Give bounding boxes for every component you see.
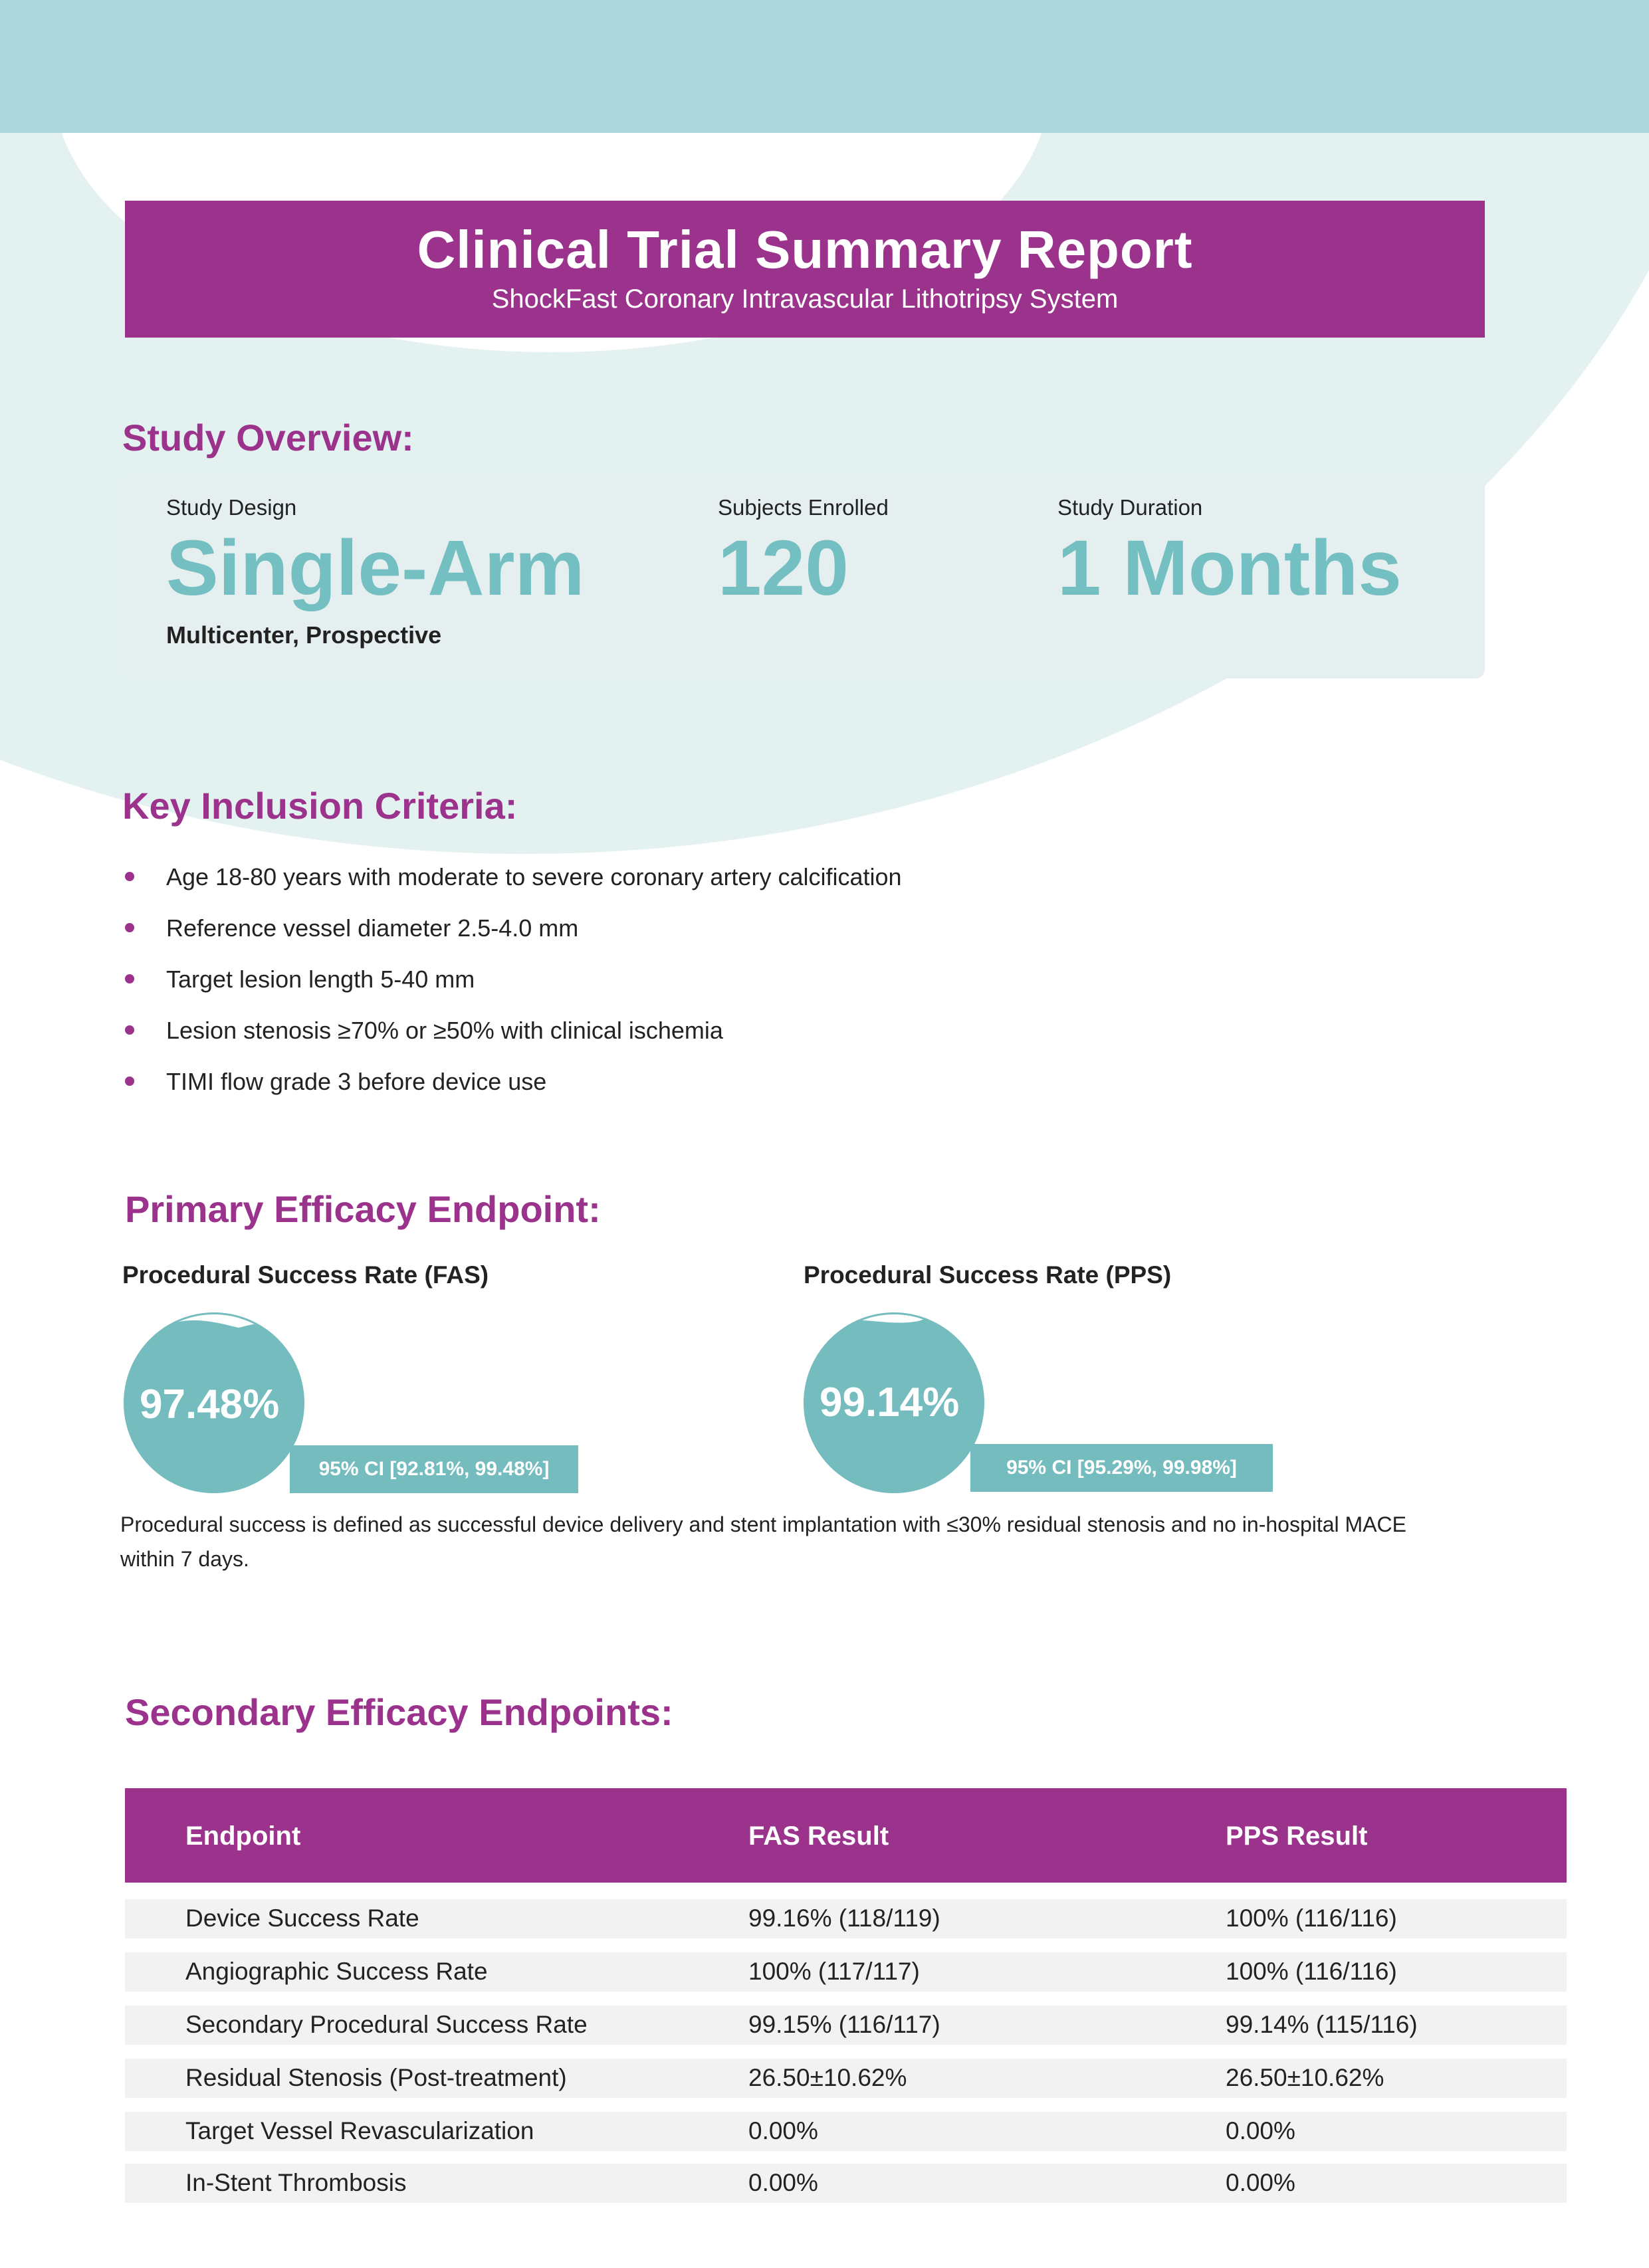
bullet-icon [125,872,134,881]
criteria-text: TIMI flow grade 3 before device use [166,1068,547,1095]
subjects-enrolled-value: 120 [718,524,849,612]
bullet-icon [125,923,134,932]
pps-cell: 0.00% [1226,2169,1295,2196]
pps-value: 99.14% [820,1380,960,1425]
column-header-endpoint: Endpoint [185,1821,301,1851]
pps-cell: 100% (116/116) [1226,1958,1397,1985]
report-subtitle: ShockFast Coronary Intravascular Lithotripsy System [491,284,1119,314]
fas-cell: 99.16% (118/119) [748,1905,940,1932]
column-header-pps: PPS Result [1226,1821,1368,1851]
study-design-value: Single-Arm [166,524,585,612]
study-duration-block [1057,495,1402,612]
inclusion-list [125,857,902,1113]
report-title: Clinical Trial Summary Report [417,220,1193,279]
pps-cell: 100% (116/116) [1226,1905,1397,1932]
table-row [125,2006,1567,2045]
title-banner [125,201,1485,338]
fas-cell: 26.50±10.62% [748,2064,907,2091]
endpoint-cell: In-Stent Thrombosis [185,2169,407,2196]
fas-ci: 95% CI [92.81%, 99.48%] [290,1445,578,1493]
primary-footnote: Procedural success is defined as successful device delivery and stent implantation with ≤30% residual stenosis and no in-hospital MACE within 7 days. [120,1512,1406,1571]
study-design-block [166,495,584,649]
bullet-icon [125,974,134,983]
overview-heading: Study Overview: [122,417,414,459]
criteria-text: Age 18-80 years with moderate to severe coronary artery calcification [166,863,902,890]
fas-value: 97.48% [140,1382,280,1427]
criteria-text: Target lesion length 5-40 mm [166,966,475,993]
fas-cell: 100% (117/117) [748,1958,920,1985]
secondary-heading: Secondary Efficacy Endpoints: [125,1691,673,1733]
fas-cell: 0.00% [748,2169,818,2196]
endpoint-cell: Device Success Rate [185,1905,419,1932]
endpoint-cell: Angiographic Success Rate [185,1958,488,1985]
pps-cell: 99.14% (115/116) [1226,2011,1418,2038]
fas-cell: 99.15% (116/117) [748,2011,940,2038]
endpoint-cell: Secondary Procedural Success Rate [185,2011,588,2038]
endpoint-cell: Target Vessel Revascularization [185,2117,534,2144]
fas-gauge-fill-wave [124,1312,304,1348]
bullet-icon [125,1025,134,1035]
subjects-enrolled-label: Subjects Enrolled [718,495,889,520]
criteria-text: Reference vessel diameter 2.5-4.0 mm [166,914,579,942]
criteria-text: Lesion stenosis ≥70% or ≥50% with clinical ischemia [166,1017,723,1044]
list-item [125,908,902,960]
pps-cell: 0.00% [1226,2117,1295,2144]
table-row [125,1899,1567,1938]
list-item [125,1011,902,1062]
fas-label: Procedural Success Rate (FAS) [122,1261,489,1289]
subjects-enrolled-block [718,495,889,612]
endpoint-cell: Residual Stenosis (Post-treatment) [185,2064,567,2091]
study-design-label: Study Design [166,495,297,520]
table-row [125,1952,1567,1992]
inclusion-heading: Key Inclusion Criteria: [122,785,518,827]
table-row [125,2164,1567,2203]
study-duration-label: Study Duration [1057,495,1203,520]
study-design-note: Multicenter, Prospective [166,621,442,649]
secondary-table [125,1788,1567,2196]
list-item [125,1062,902,1113]
column-header-fas: FAS Result [748,1821,889,1851]
pps-gauge-fill-wave [804,1312,984,1348]
pps-ci: 95% CI [95.29%, 99.98%] [970,1444,1273,1492]
pps-label: Procedural Success Rate (PPS) [804,1261,1172,1289]
pps-cell: 26.50±10.62% [1226,2064,1384,2091]
fas-cell: 0.00% [748,2117,818,2144]
list-item [125,960,902,1011]
table-row [125,2059,1567,2098]
study-duration-value: 1 Months [1057,524,1402,612]
bullet-icon [125,1077,134,1086]
table-row [125,2112,1567,2151]
table-header [125,1788,1567,1883]
list-item [125,857,902,908]
primary-heading: Primary Efficacy Endpoint: [125,1188,601,1230]
overview-card [125,475,1485,678]
